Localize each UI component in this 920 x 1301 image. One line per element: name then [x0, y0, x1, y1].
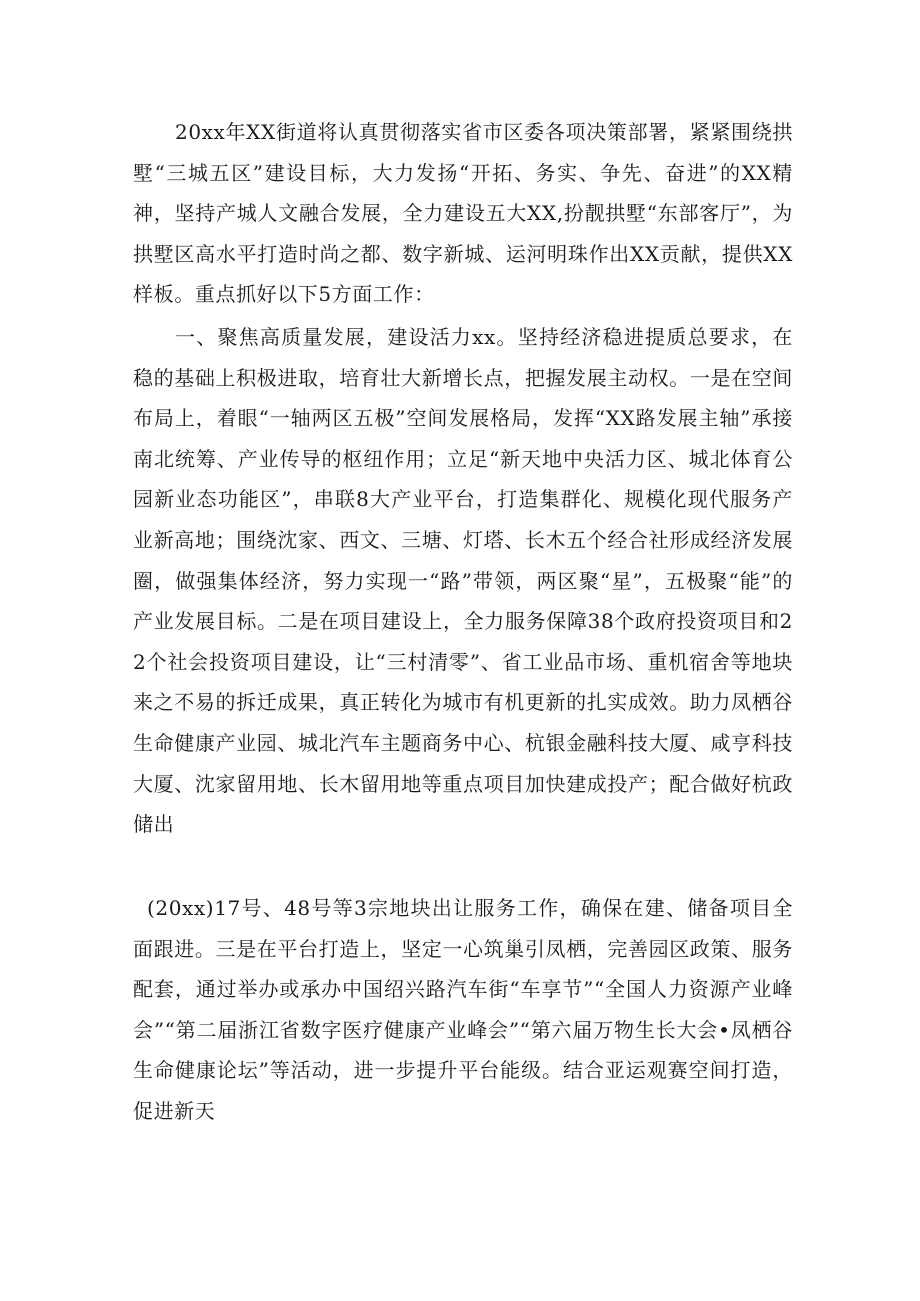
- paragraph-intro: 20xx年XX街道将认真贯彻落实省市区委各项决策部署，紧紧围绕拱墅“三城五区”建设目标，大力发扬“开拓、务实、争先、奋进”的XX精神，坚持产城人文融合发展，全力建设五大XX,扮靓拱墅“东部客厅”，为拱墅区高水平打造时尚之都、数字新城、运河明珠作出XX贡献，提供XX样板。重点抓好以下5方面工作：: [133, 120, 793, 307]
- paragraph-section-one-continued: (20xx)17号、48号等3宗地块出让服务工作，确保在建、储备项目全面跟进。三是在平台打造上，坚定一心筑巢引凤栖，完善园区政策、服务配套，通过举办或承办中国绍兴路汽车街“车享节”“全国人力资源产业峰会”“第二届浙江省数字医疗健康产业峰会”“第六届万物生长大会•凤栖谷生命健康论坛”等活动，进一步提升平台能级。结合亚运观赛空间打造，促进新天: [133, 896, 793, 1123]
- paragraph-section-one: 一、聚焦高质量发展，建设活力xx。坚持经济稳进提质总要求，在稳的基础上积极进取，培育壮大新增长点，把握发展主动权。一是在空间布局上，着眼“一轴两区五极”空间发展格局，发挥“XX路发展主轴”承接南北统筹、产业传导的枢纽作用；立足“新天地中央活力区、城北体育公园新业态功能区”，串联8大产业平台，打造集群化、规模化现代服务产业新高地；围绕沈家、西文、三塘、灯塔、长木五个经合社形成经济发展圈，做强集体经济，努力实现一“路”带领，两区聚“星”，五极聚“能”的产业发展目标。二是在项目建设上，全力服务保障38个政府投资项目和22个社会投资项目建设，让“三村清零”、省工业品市场、重机宿舍等地块来之不易的拆迁成果，真正转化为城市有机更新的扎实成效。助力凤栖谷生命健康产业园、城北汽车主题商务中心、杭银金融科技大厦、咸亨科技大厦、沈家留用地、长木留用地等重点项目加快建成投产；配合做好杭政储出: [133, 325, 793, 837]
